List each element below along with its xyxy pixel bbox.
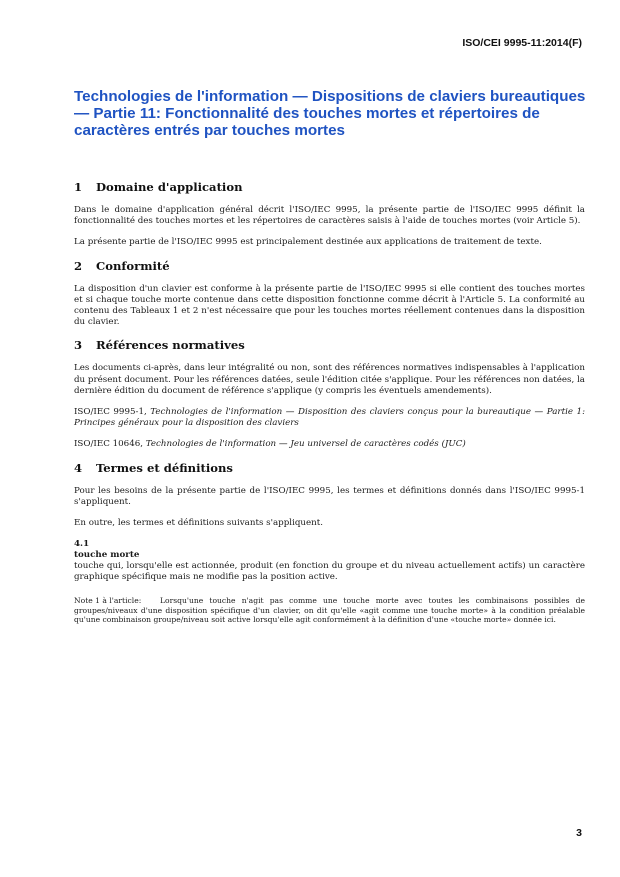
document-body xyxy=(74,180,585,633)
paragraph: La présente partie de l'ISO/IEC 9995 est principalement destinée aux applications de traitement de texte. xyxy=(74,237,542,248)
section-title: Références normatives xyxy=(96,338,245,353)
section-3 xyxy=(74,338,585,450)
section-number: 2 xyxy=(74,258,83,273)
section-2 xyxy=(74,259,585,329)
term-number: 4.1 xyxy=(74,539,90,550)
section-heading xyxy=(74,338,585,352)
paragraph: La disposition d'un clavier est conforme à la présente partie de l'ISO/IEC 9995 si elle contient des touches mortes et si chaque touche morte contenue dans cette disposition fonctionne comme décrit à l'Article 5. La conformité au contenu des Tableaux 1 et 2 n'est nécessaire que pour les touches mortes réellement contenues dans la disposition du clavier. xyxy=(74,283,585,328)
section-number: 4 xyxy=(74,460,83,475)
reference-code: ISO/IEC 10646, xyxy=(74,439,146,450)
normative-reference xyxy=(74,439,585,450)
section-heading xyxy=(74,259,585,273)
paragraph: Pour les besoins de la présente partie de l'ISO/IEC 9995, les termes et définitions donnés dans l'ISO/IEC 9995-1 s'appliquent. xyxy=(74,485,585,507)
note-label: Note 1 à l'article: xyxy=(74,595,142,605)
paragraph: Les documents ci-après, dans leur intégralité ou non, sont des références normatives indispensables à l'application du présent document. Pour les références datées, seule l'édition citée s'applique. Pour les références non datées, la dernière édition du document de référence s'applique (y compris les éventuels amendements). xyxy=(74,363,585,396)
term-note xyxy=(74,596,585,626)
note-text: Lorsqu'une touche n'agit pas comme une touche morte avec toutes les combinaisons possibles de groupes/niveaux d'une disposition spécifique d'un clavier, on dit qu'elle «agit comme une touche morte» à la condition préalable qu'une combinaison groupe/niveau soit active lorsqu'elle agit conformément à la définition d'une «touche morte» donnée ici. xyxy=(74,595,585,625)
reference-title: Technologies de l'information — Jeu universel de caractères codés (JUC) xyxy=(145,439,466,450)
section-1 xyxy=(74,180,585,249)
term-definition: touche qui, lorsqu'elle est actionnée, produit (en fonction du groupe et du niveau actuellement actifs) un caractère graphique spécifique mais ne modifie pas la position active. xyxy=(74,561,585,583)
section-heading xyxy=(74,461,585,475)
section-4 xyxy=(74,461,585,626)
paragraph: Dans le domaine d'application général décrit l'ISO/IEC 9995, la présente partie de l'ISO/IEC 9995 définit la fonctionnalité des touches mortes et les répertoires de caractères saisis à l'aide de touches mortes (voir Article 5). xyxy=(74,205,585,227)
page-title: Technologies de l'information — Dispositions de claviers bureautiques — Partie 11: Fonctionnalité des touches mortes et répertoires de caractères entrés par touches mortes xyxy=(74,88,586,139)
reference-code: ISO/IEC 9995-1, xyxy=(74,407,151,418)
section-heading xyxy=(74,180,585,194)
term-name: touche morte xyxy=(74,550,140,561)
section-title: Domaine d'application xyxy=(96,180,243,194)
section-number: 1 xyxy=(74,180,83,194)
paragraph: En outre, les termes et définitions suivants s'appliquent. xyxy=(74,518,324,529)
section-number: 3 xyxy=(74,338,83,353)
document-id: ISO/CEI 9995-11:2014(F) xyxy=(462,37,582,49)
section-title: Conformité xyxy=(96,258,170,273)
normative-reference xyxy=(74,407,585,429)
section-title: Termes et définitions xyxy=(96,460,233,475)
reference-title: Technologies de l'information — Disposition des claviers conçus pour la bureautique — Partie 1: Principes généraux pour la disposition des claviers xyxy=(74,407,585,429)
page-number: 3 xyxy=(576,827,582,839)
